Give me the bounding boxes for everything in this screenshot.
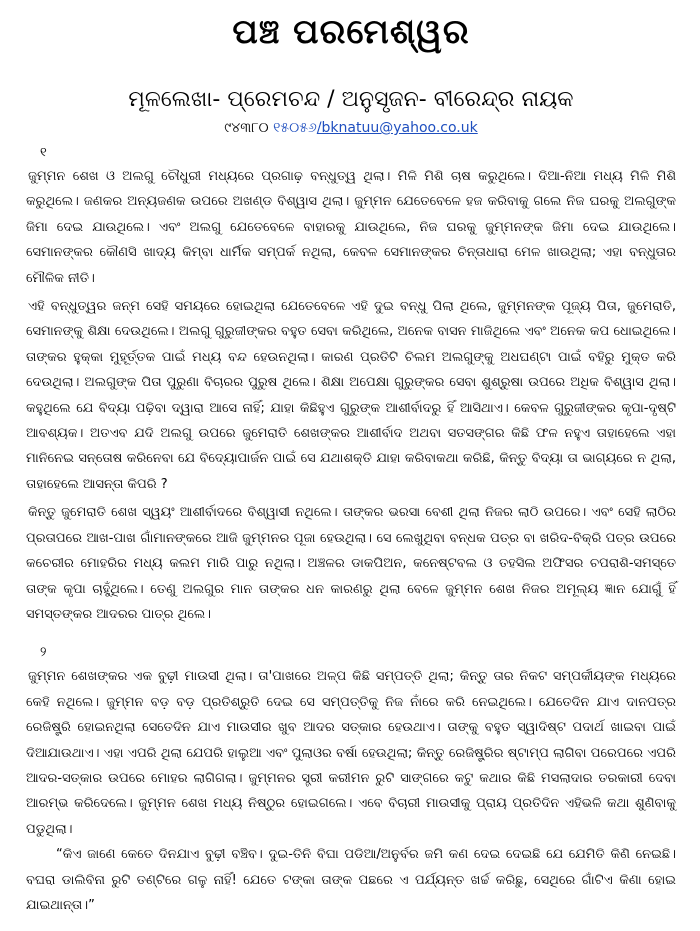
email-link[interactable]: /bknatuu@yahoo.co.uk bbox=[316, 120, 478, 136]
paragraph: ଏହି ବନ୍ଧୁତ୍ୱର ଜନ୍ମ ସେହି ସମୟରେ ହୋଇଥିଲା ଯେତେବେଳେ ଏହି ଦୁଇ ବନ୍ଧୁ ପିଲା ଥିଲେ, ଜୁମ୍ମନଙ୍କ ପୂଜ୍ୟ ପିତା, ଜୁମେରାତି, ସେମାନଙ୍କୁ ଶିକ୍ଷା ଦେଉଥିଲେ। ଅଲଗୁ ଗୁରୁଜୀଙ୍କର ବହୁତ ସେବା କରିଥିଲେ, ଅନେକ ବାସନ ମାଜିଥିଲେ ଏବଂ ଅନେକ କପ ଧୋଇଥିଲେ। ତାଙ୍କର ହୁକ୍କା ମୁହୂର୍ତ୍ତକ ପାଇଁ ମଧ୍ୟ ବନ୍ଦ ହେଉନଥିଲା। କାରଣ ପ୍ରତିଟି ଚିଲମ ଅଲଗୁଙ୍କୁ ଅଧଘଣ୍ଟା ପାଇଁ ବହିରୁ ମୁକ୍ତ କରି ଦେଉଥିଲା। ଅଲଗୁଙ୍କ ପିତା ପୁରୁଣା ବିଚାରର ପୁରୁଷ ଥିଲେ। ଶିକ୍ଷା ଅପେକ୍ଷା ଗୁରୁଙ୍କର ସେବା ଶୁଶ୍ରୁଷା ଉପରେ ଅଧିକ ବିଶ୍ୱାସ ଥିଲା। କହୁଥିଲେ ଯେ ବିଦ୍ୟା ପଢ଼ିବା ଦ୍ୱାରା ଆସେ ନାହିଁ; ଯାହା କିଛିହୁଏ ଗୁରୁଙ୍କ ଆଶୀର୍ବାଦରୁ ହିଁ ଆସିଥାଏ। କେବଳ ଗୁରୁଜୀଙ୍କର କୃପା-ଦୃଷ୍ଟି ଆବଶ୍ୟକ। ଅତଏବ ଯଦି ଅଲଗୁ ଉପରେ ଜୁମେରାତି ଶେଖଙ୍କର ଆଶୀର୍ବାଦ ଅଥବା ସତସଙ୍ଗର କିଛି ଫଳ ନହୁଏ ତାହାହେଲେ ଏହା ମାନିନେଇ ସନ୍ତୋଷ କରିନେବା ଯେ ବିଦ୍ୟୋପାର୍ଜନ ପାଇଁ ସେ ଯଥାଶକ୍ତି ଯାହା କରିବାକଥା କରିଛି, କିନ୍ତୁ ବିଦ୍ୟା ତା ଭାଗ୍ୟରେ ନ ଥିଲା, ତାହାହେଲେ ଆସନ୍ତା କିପରି ? bbox=[26, 299, 676, 492]
section-1 bbox=[26, 143, 676, 627]
section-number: ୨ bbox=[40, 645, 47, 661]
quoted-dialogue: “କିଏ ଜାଣେ କେତେ ଦିନଯାଏ ବୁଢ଼ୀ ବଞ୍ଚିବ। ଦୁଇ-ତିନି ବିଘା ପଡିଆ/ଅନୁର୍ବର ଜମି କଣ ଦେଇ ଦେଇଛି ଯେ ଯେମିତି କିଣି ନେଇଛି। ବଘରା ଡାଲିବିନା ରୁଟି ତଣ୍ଟିରେ ଗଳୁ ନାହିଁ! ଯେତେ ଟଙ୍କା ତାଙ୍କ ପଛରେ ଏ ପର୍ଯ୍ୟନ୍ତ ଖର୍ଚ୍ଚ କରିଛୁ, ସେଥିରେ ଗାଁଟିଏ କିଣା ହୋଇ ଯାଇଥାନ୍ତା।” bbox=[26, 847, 676, 913]
phone-number[interactable]: ୧୫୦୫୬ bbox=[273, 120, 317, 136]
section-divider bbox=[26, 627, 676, 637]
contact-line bbox=[26, 119, 676, 137]
story-title: ପଞ୍ଚ ପରମେଶ୍ୱର bbox=[232, 12, 470, 52]
author-byline: ମୂଳଲେଖା- ପ୍ରେମଚନ୍ଦ / ଅନୁସୃଜନ- ବୀରେନ୍ଦ୍ର ନାୟକ bbox=[128, 87, 574, 112]
phone-prefix: ୯୪୩୮୦ bbox=[224, 120, 269, 136]
section-number: ୧ bbox=[40, 145, 47, 160]
paragraph: ଜୁମ୍ମନ ଶେଖଙ୍କର ଏକ ବୁଢ଼ୀ ମାଉସୀ ଥିଲା। ତା'ପାଖରେ ଅଳ୍ପ କିଛି ସମ୍ପତ୍ତି ଥିଲା; କିନ୍ତୁ ତାର ନିକଟ ସମ୍ପର୍କୀୟଙ୍କ ମଧ୍ୟରେ କେହି ନଥିଲେ। ଜୁମ୍ମନ ବଡ଼ ବଡ଼ ପ୍ରତିଶ୍ରୁତି ଦେଇ ସେ ସମ୍ପତ୍ତିକୁ ନିଜ ନାଁରେ କରି ନେଇଥିଲେ। ଯେତେଦିନ ଯାଏ ଦାନପତ୍ର ରେଜିଷ୍ଟ୍ରି ହୋଇନଥିଲା ସେତେଦିନ ଯାଏ ମାଉସୀର ଖୁବ ଆଦର ସତ୍କାର ହେଉଥାଏ। ତାଙ୍କୁ ବହୁତ ସ୍ୱାଦିଷ୍ଟ ପଦାର୍ଥ ଖାଇବା ପାଇଁ ଦିଆଯାଉଥାଏ। ଏହା ଏପରି ଥିଲା ଯେପରି ହାଲୁଆ ଏବଂ ପୁଲାଓର ବର୍ଷା ହେଉଥିଲା; କିନ୍ତୁ ରେଜିଷ୍ଟ୍ରିର ଷ୍ଟାମ୍ପ ଲାଗିବା ପରେପରେ ଏପରି ଆଦର-ସତ୍କାର ଉପରେ ମୋହର ଲାଗିଗଲା। ଜୁମ୍ମନର ସ୍ତ୍ରୀ କରୀମନ ରୁଟି ସାଙ୍ଗରେ କଟୁ କଥାର କିଛି ମସଲାଦାର ତରକାରୀ ଦେବା ଆରମ୍ଭ କରିଦେଲେ। ଜୁମ୍ମନ ଶେଖ ମଧ୍ୟ ନିଷ୍ଠୁର ହୋଇଗଲେ। ଏବେ ବିଚାରୀ ମାଉସୀକୁ ପ୍ରାୟ ପ୍ରତିଦିନ ଏହିଭଳି କଥା ଶୁଣିବାକୁ ପଡୁଥିଲା। bbox=[26, 669, 676, 837]
section-2 bbox=[26, 643, 676, 918]
paragraph: କିନ୍ତୁ ଜୁମେରାତି ଶେଖ ସ୍ୱୟଂ ଆଶୀର୍ବାଦରେ ବିଶ୍ୱାସୀ ନଥିଲେ। ତାଙ୍କର ଭରସା ବେଶୀ ଥିଲା ନିଜର ଲାଠି ଉପରେ। ଏବଂ ସେହି ଲାଠିର ପ୍ରତାପରେ ଆଖ-ପାଖ ଗାଁମାନଙ୍କରେ ଆଜି ଜୁମ୍ମନର ପୂଜା ହେଉଥିଲା। ସେ ଲେଖୁଥିବା ବନ୍ଧକ ପତ୍ର ବା ଖରିଦ-ବିକ୍ରି ପତ୍ର ଉପରେ କଚେରୀର ମୋହରିର ମଧ୍ୟ କଲମ ମାରି ପାରୁ ନଥିଲା। ଅଞ୍ଚଳର ଡାକପିଅନ, କନେଷ୍ଟବଲ ଓ ତହସିଲ ଅଫିସର ଚପରାଶି-ସମସ୍ତେ ତାଙ୍କ କୃପା ଚାହୁଁଥିଲେ। ତେଣୁ ଅଲଗୁର ମାନ ତାଙ୍କର ଧନ କାରଣରୁ ଥିଲା ବେଳେ ଜୁମ୍ମନ ଶେଖ ନିଜର ଅମୂଲ୍ୟ ଜ୍ଞାନ ଯୋଗୁଁ ହିଁ ସମସ୍ତଙ୍କର ଆଦରର ପାତ୍ର ଥିଲେ। bbox=[26, 505, 676, 622]
paragraph: ଜୁମ୍ମନ ଶେଖ ଓ ଅଲଗୁ ଚୌଧୁରୀ ମଧ୍ୟରେ ପ୍ରଗାଢ଼ ବନ୍ଧୁତ୍ୱ ଥିଲା। ମିଳି ମିଶି ଚାଷ କରୁଥିଲେ। ଦିଆ-ନିଆ ମଧ୍ୟ ମିଳି ମିଶି କରୁଥିଲେ। ଜଣକର ଅନ୍ୟଜଣକ ଉପରେ ଅଖଣ୍ଡ ବିଶ୍ୱାସ ଥିଲା। ଜୁମ୍ମନ ଯେତେବେଳେ ହଜ କରିବାକୁ ଗଲେ ନିଜ ଘରକୁ ଅଲଗୁଙ୍କ ଜିମା ଦେଇ ଯାଉଥିଲେ। ଏବଂ ଅଲଗୁ ଯେତେବେଳେ ବାହାରକୁ ଯାଉଥିଲେ, ନିଜ ଘରକୁ ଜୁମ୍ମନଙ୍କ ଜିମା ଦେଇ ଯାଉଥିଲେ। ସେମାନଙ୍କର କୌଣସି ଖାଦ୍ୟ କିମ୍ବା ଧାର୍ମିକ ସମ୍ପର୍କ ନଥିଲା, କେବଳ ସେମାନଙ୍କର ଚିନ୍ତାଧାରା ମେଳ ଖାଉଥିଲା; ଏହା ବନ୍ଧୁତାର ମୌଳିକ ନୀତି। bbox=[26, 169, 676, 286]
